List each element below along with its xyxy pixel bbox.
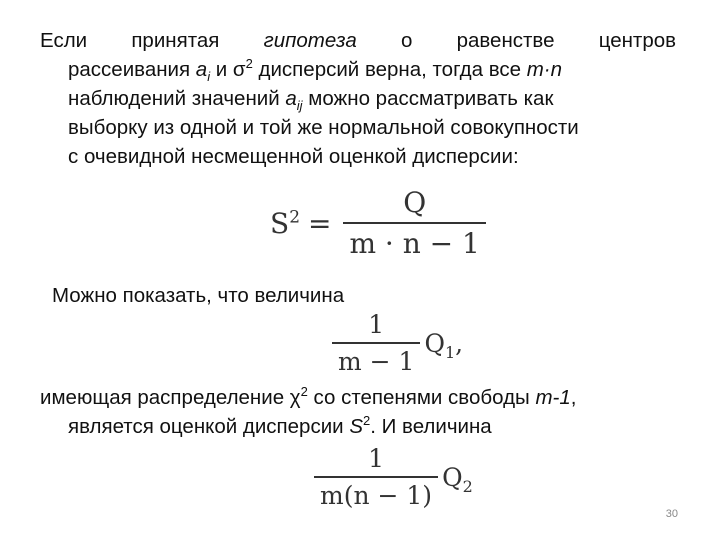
paragraph-line: является оценкой дисперсии $S^2$. И величина [68,413,492,438]
formula-q1 [328,310,463,376]
paragraph-line: с очевидной несмещенной оценкой дисперсии: [68,145,519,168]
word-italic: гипотеза [263,29,357,52]
symbol-mn: m·n [526,58,563,81]
page-number: 30 [665,508,678,520]
paragraph-line: рассеивания $a_i$ и $\sigma^2$ дисперсий верна, тогда все m·n [68,56,563,85]
fraction-denominator: m(n − 1) [320,481,433,510]
fraction [332,310,420,376]
paragraph-line: наблюдений значений $a_{ij}$ можно рассматривать как [68,87,554,114]
formula-lhs: $S^2$ [270,206,301,240]
word: принятая [131,29,220,52]
paragraph-line: выборку из одной и той же нормальной совокупности [68,116,579,139]
symbol-dof: m-1 [535,386,571,409]
fraction [314,444,438,510]
paragraph-chi-square [40,383,676,441]
symbol-aij: a [285,87,297,110]
formula-q: $Q_2$ [442,462,473,496]
paragraph-line: Можно показать, что величина [52,284,345,307]
word: о [400,29,413,52]
symbol-a: a [195,58,208,81]
fraction-denominator: m − 1 [338,347,415,376]
fraction-numerator: 1 [368,310,385,339]
symbol-s: S [349,415,363,438]
formula-variance-estimate [270,186,490,260]
paragraph-line: имеющая распределение $\chi^2$ со степенями свободы m-1, [40,384,577,409]
paragraph-line [40,26,676,55]
fraction [343,186,485,260]
formula-q: $Q_1$, [424,328,464,362]
word: центров [598,29,677,52]
equals-sign: = [308,206,332,240]
fraction-numerator: Q [403,186,427,219]
fraction-numerator: 1 [368,444,384,473]
word: равенстве [456,29,555,52]
paragraph-show [52,281,688,310]
fraction-denominator: m · n − 1 [349,227,480,260]
paragraph-hypothesis [40,26,676,171]
word: Если [40,29,88,52]
formula-q2 [310,444,473,510]
